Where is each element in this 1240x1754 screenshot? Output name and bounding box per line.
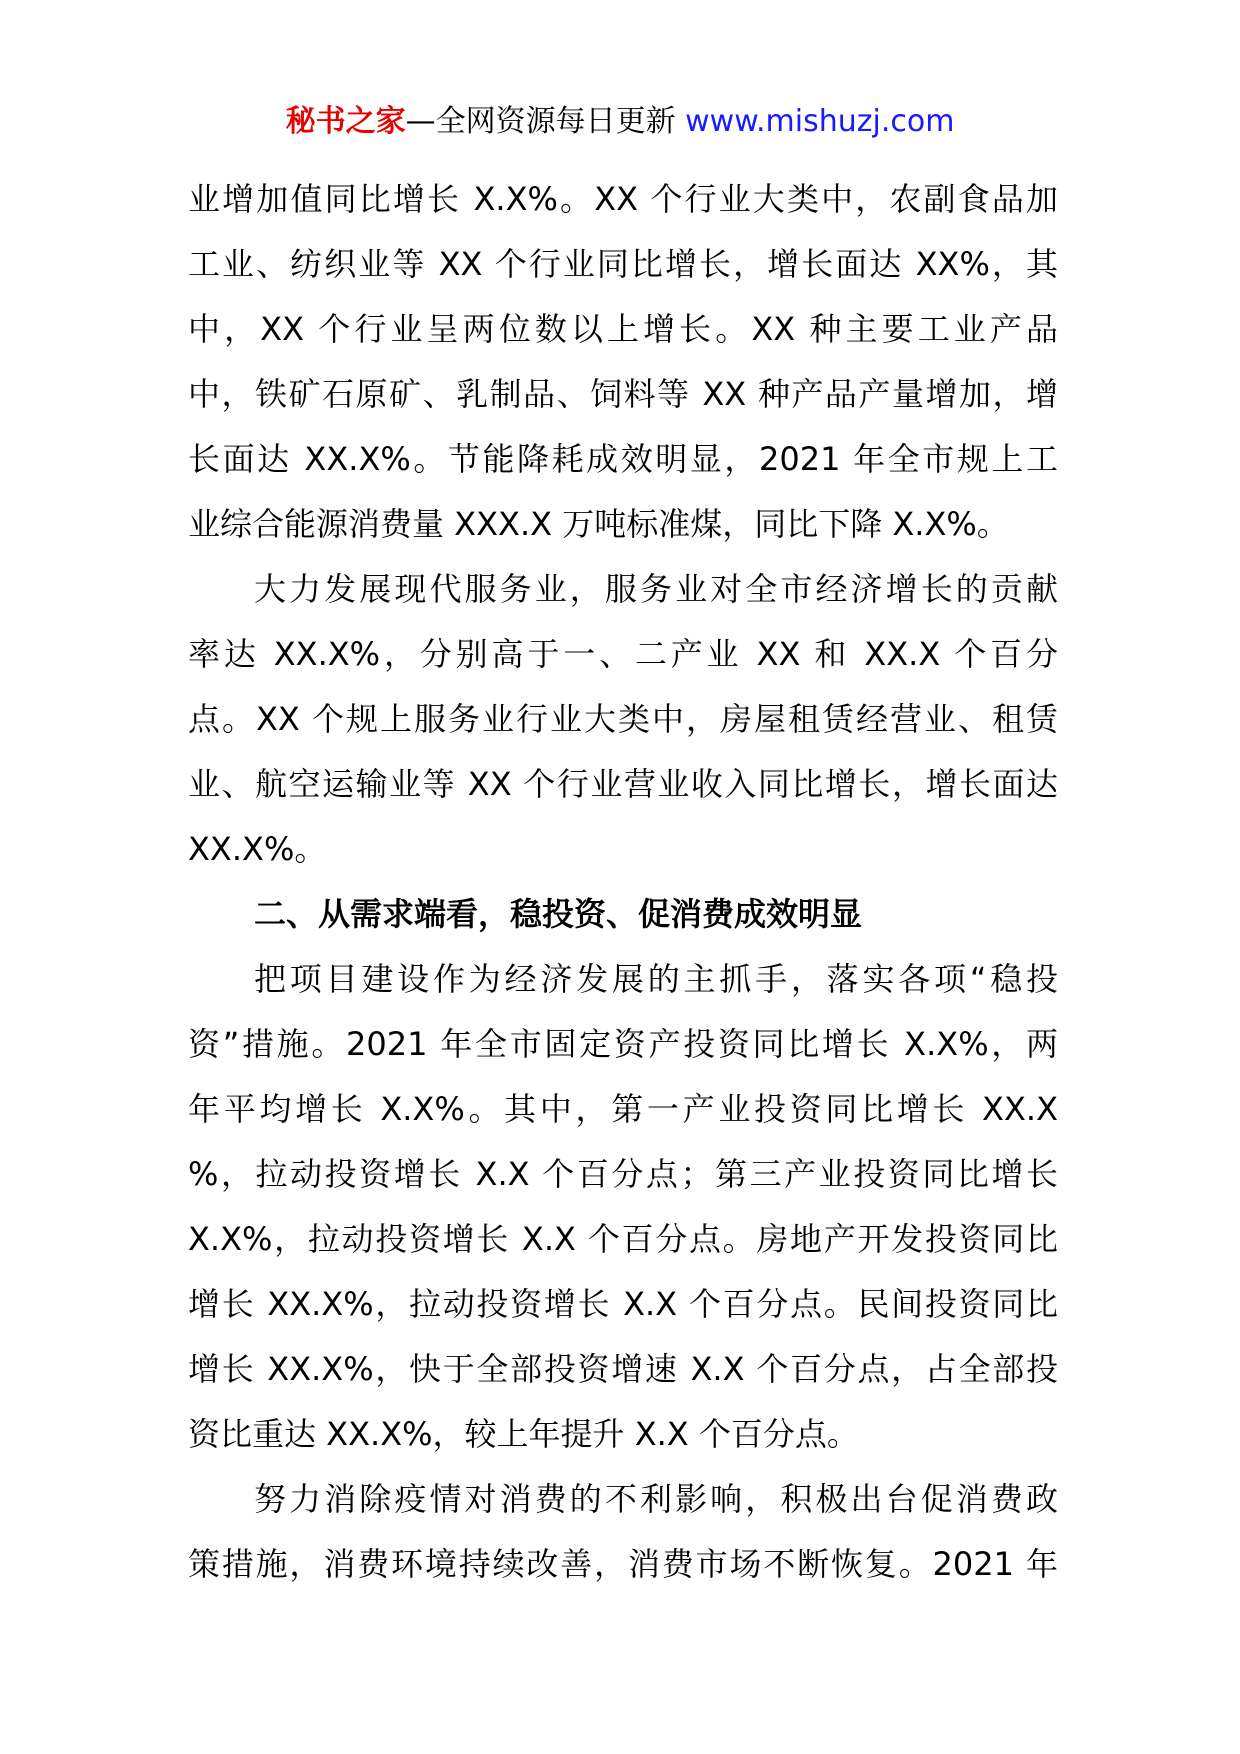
text-line: 增长 XX.X%，拉动投资增长 X.X 个百分点。民间投资同比 xyxy=(188,1285,1058,1323)
text-line: X.X%，拉动投资增长 X.X 个百分点。房地产开发投资同比 xyxy=(188,1220,1058,1258)
site-url-link[interactable]: www.mishuzj.com xyxy=(685,104,955,139)
document-body xyxy=(188,167,1058,1597)
text-line: 策措施，消费环境持续改善，消费市场不断恢复。2021 年 xyxy=(188,1545,1058,1583)
text-line: 工业、纺织业等 XX 个行业同比增长，增长面达 XX%，其 xyxy=(188,245,1058,283)
text-line: %，拉动投资增长 X.X 个百分点；第三产业投资同比增长 xyxy=(188,1155,1058,1193)
text-line: 长面达 XX.X%。节能降耗成效明显，2021 年全市规上工 xyxy=(188,440,1058,478)
text-line: 把项目建设作为经济发展的主抓手，落实各项“稳投 xyxy=(254,960,1058,998)
text-line: 率达 XX.X%，分别高于一、二产业 XX 和 XX.X 个百分 xyxy=(188,635,1058,673)
text-line: 年平均增长 X.X%。其中，第一产业投资同比增长 XX.X xyxy=(188,1090,1058,1128)
text-line: 大力发展现代服务业，服务业对全市经济增长的贡献 xyxy=(254,570,1058,608)
text-line: 业、航空运输业等 XX 个行业营业收入同比增长，增长面达 xyxy=(188,765,1058,803)
text-line: 资比重达 XX.X%，较上年提升 X.X 个百分点。 xyxy=(188,1415,859,1453)
text-line: 业增加值同比增长 X.X%。XX 个行业大类中，农副食品加 xyxy=(188,180,1058,218)
text-line: 努力消除疫情对消费的不利影响，积极出台促消费政 xyxy=(254,1480,1058,1518)
text-line: 业综合能源消费量 XXX.X 万吨标准煤，同比下降 X.X%。 xyxy=(188,505,1009,543)
page-header xyxy=(0,101,1240,143)
text-line: 中，XX 个行业呈两位数以上增长。XX 种主要工业产品 xyxy=(188,310,1058,348)
header-slogan: —全网资源每日更新 xyxy=(405,104,676,139)
text-line: 资”措施。2021 年全市固定资产投资同比增长 X.X%，两 xyxy=(188,1025,1058,1063)
section-heading: 二、从需求端看，稳投资、促消费成效明显 xyxy=(254,895,863,933)
text-line: 点。XX 个规上服务业行业大类中，房屋租赁经营业、租赁 xyxy=(188,700,1058,738)
text-line: XX.X%。 xyxy=(188,830,327,868)
brand-name: 秘书之家 xyxy=(285,104,406,139)
text-line: 中，铁矿石原矿、乳制品、饲料等 XX 种产品产量增加，增 xyxy=(188,375,1058,413)
text-line: 增长 XX.X%，快于全部投资增速 X.X 个百分点，占全部投 xyxy=(188,1350,1058,1388)
